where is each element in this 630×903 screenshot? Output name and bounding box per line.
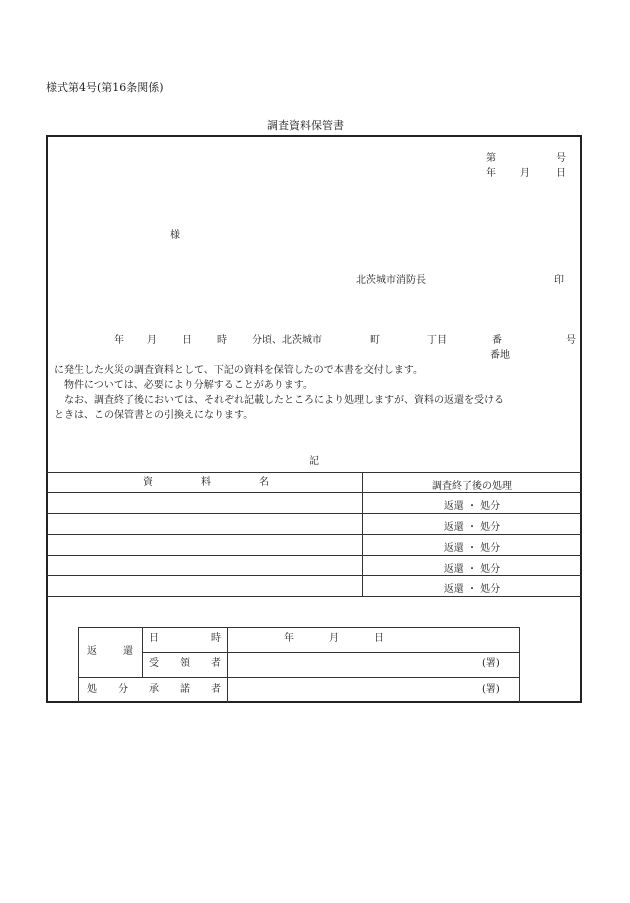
row-1-action: 返還 ・ 処分 <box>443 501 501 512</box>
receiver-char-3: 者 <box>211 658 221 669</box>
fire-month: 月 <box>147 335 157 346</box>
fire-year: 年 <box>114 335 124 346</box>
row-4-action: 返還 ・ 処分 <box>443 564 501 575</box>
fire-minute-city: 分頃、北茨城市 <box>252 335 322 346</box>
return-box-top <box>78 627 519 628</box>
return-year: 年 <box>284 633 294 644</box>
ref-dai: 第 <box>486 153 496 164</box>
col-name-char-3: 名 <box>259 477 269 488</box>
return-box-label-divider <box>227 627 228 703</box>
consenter-char-5: 者 <box>211 684 221 695</box>
return-box-left <box>78 627 79 703</box>
consenter-char-4: 諾 <box>180 684 190 695</box>
body-line-2: 物件については、必要により分解することがあります。 <box>54 380 313 391</box>
henkan-char-2: 還 <box>123 646 133 657</box>
col-name-char-1: 資 <box>143 477 153 488</box>
fire-day: 日 <box>182 335 192 346</box>
fire-chome: 丁目 <box>427 335 447 346</box>
return-box-mid <box>142 652 519 653</box>
henkan-char-1: 返 <box>87 646 97 657</box>
consenter-sign: (署) <box>482 684 500 695</box>
ki-heading: 記 <box>309 456 319 467</box>
row-2-action: 返還 ・ 処分 <box>443 522 501 533</box>
ref-day: 日 <box>556 168 566 179</box>
return-box-lower <box>78 677 519 678</box>
return-box-right <box>519 627 520 703</box>
body-line-4: ときは、この保管書との引換えになります。 <box>54 410 254 421</box>
receiver-char-1: 受 <box>149 658 159 669</box>
recipient-suffix: 様 <box>170 230 180 241</box>
consenter-char-2: 分 <box>118 684 128 695</box>
table-row-line <box>47 555 582 556</box>
row-5-action: 返還 ・ 処分 <box>443 584 501 595</box>
receiver-char-2: 領 <box>180 658 190 669</box>
fire-hour: 時 <box>217 335 227 346</box>
fire-ban: 番 <box>492 335 502 346</box>
ref-go: 号 <box>556 153 566 164</box>
datetime-char-2: 時 <box>211 633 221 644</box>
seal-mark: 印 <box>554 275 564 286</box>
col-action-header: 調査終了後の処理 <box>432 481 512 492</box>
table-bottom-line <box>47 596 582 597</box>
consenter-char-3: 承 <box>149 684 159 695</box>
ref-month: 月 <box>520 168 530 179</box>
document-title: 調査資料保管書 <box>267 119 344 132</box>
col-name-char-2: 料 <box>201 477 211 488</box>
return-box-inner <box>142 627 143 677</box>
ref-year: 年 <box>486 168 496 179</box>
return-month: 月 <box>329 633 339 644</box>
body-line-1: に発生した火災の調査資料として、下記の資料を保管したので本書を交付します。 <box>54 365 423 376</box>
table-header-line <box>47 492 582 493</box>
datetime-char-1: 日 <box>149 633 159 644</box>
body-line-3: なお、調査終了後においては、それぞれ記載したところにより処理しますが、資料の返還を受ける <box>54 395 504 406</box>
row-3-action: 返還 ・ 処分 <box>443 543 501 554</box>
table-row-line <box>47 534 582 535</box>
table-row-line <box>47 513 582 514</box>
receiver-sign: (署) <box>482 658 500 669</box>
table-top-line <box>47 472 582 473</box>
table-row-line <box>47 575 582 576</box>
return-day: 日 <box>374 633 384 644</box>
fire-town: 町 <box>370 335 380 346</box>
fire-go: 号 <box>566 335 576 346</box>
issuer-name: 北茨城市消防長 <box>356 275 426 286</box>
fire-banchi: 番地 <box>490 350 510 361</box>
form-code: 様式第4号(第16条関係) <box>46 81 164 94</box>
consenter-char-1: 処 <box>87 684 97 695</box>
